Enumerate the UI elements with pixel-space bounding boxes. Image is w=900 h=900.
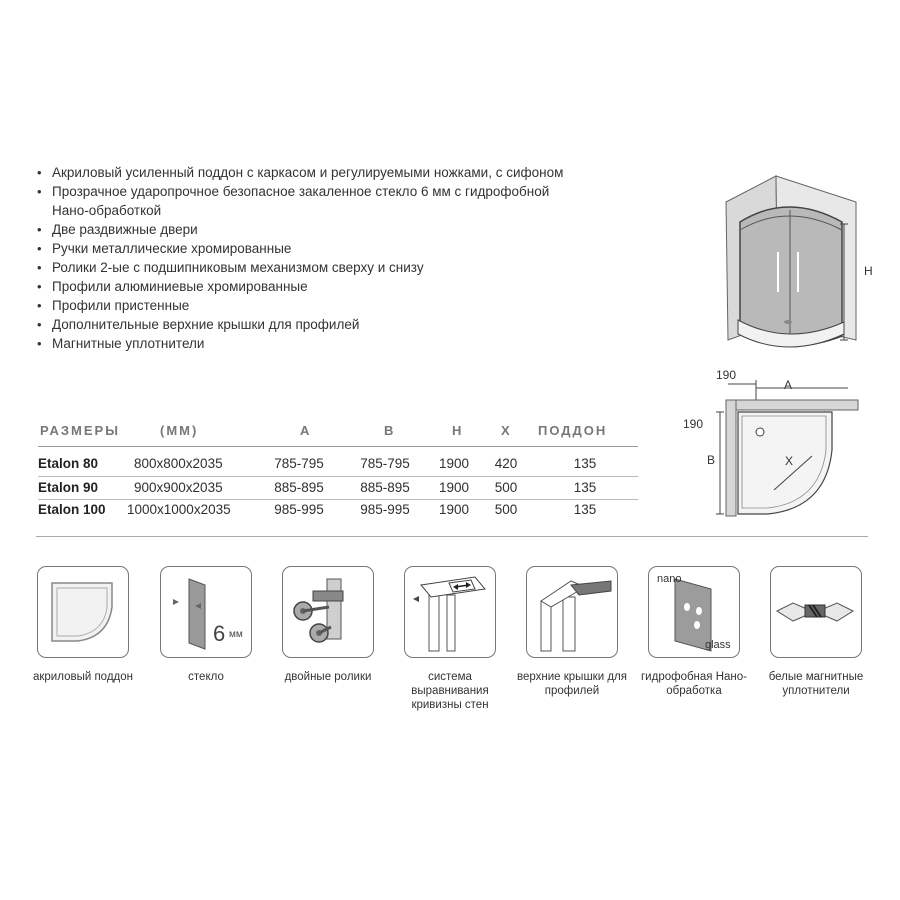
row-dims: 900x900x2035	[134, 480, 223, 495]
header-tray: ПОДДОН	[538, 423, 608, 438]
tray-icon	[37, 566, 129, 658]
feature-item: • Две раздвижные двери	[34, 220, 564, 239]
tray-shape-icon	[38, 567, 126, 655]
profile-cap-icon	[527, 567, 615, 655]
row-x: 420	[494, 456, 518, 471]
plan-illustration	[708, 378, 868, 518]
header-sizes: РАЗМЕРЫ	[40, 423, 120, 438]
magnetic-seals-icon	[770, 566, 862, 658]
cabin-illustration	[718, 172, 888, 362]
feature-item: • Ролики 2-ые с подшипниковым механизмом сверху и снизу	[34, 258, 564, 277]
magnet-seal-icon	[771, 567, 859, 655]
row-a: 985-995	[274, 502, 324, 517]
row-b: 785-795	[360, 456, 410, 471]
table-divider	[38, 499, 638, 500]
row-tray: 135	[573, 456, 597, 471]
glass-icon	[160, 566, 252, 658]
glass-thickness-unit: мм	[229, 629, 243, 640]
dim-side-190: 190	[683, 417, 704, 431]
header-b: B	[384, 423, 396, 438]
caption-tray: акриловый поддон	[32, 671, 133, 683]
row-h: 1900	[438, 502, 470, 517]
rollers-icon	[282, 566, 374, 658]
cabin-drawing	[718, 172, 888, 362]
dim-top-190: 190	[716, 368, 737, 382]
glass-thickness-value: 6	[213, 621, 226, 646]
row-name: Etalon 90	[38, 480, 99, 495]
feature-list	[34, 163, 564, 353]
row-b: 885-895	[360, 480, 410, 495]
row-name: Etalon 80	[38, 456, 99, 471]
section-divider	[36, 536, 868, 537]
row-x: 500	[494, 480, 518, 495]
alignment-arrows-icon	[405, 567, 493, 655]
feature-item: • Прозрачное ударопрочное безопасное закаленное стекло 6 мм с гидрофобной Нано-обработкой	[34, 182, 564, 220]
caption-top-covers: верхние крышки для профилей	[517, 671, 627, 697]
top-covers-icon	[526, 566, 618, 658]
row-tray: 135	[573, 502, 597, 517]
feature-item: • Профили пристенные	[34, 296, 564, 315]
plan-drawing	[708, 378, 868, 518]
caption-rollers: двойные ролики	[284, 671, 372, 683]
table-divider	[38, 476, 638, 477]
double-roller-icon	[283, 567, 371, 655]
nano-label: nano	[657, 573, 682, 585]
table-divider	[38, 446, 638, 447]
caption-wall-alignment: система выравнивания кривизны стен	[411, 671, 489, 711]
feature-item: • Акриловый усиленный поддон с каркасом и регулируемыми ножками, с сифоном	[34, 163, 564, 182]
header-mm: (ММ)	[160, 423, 199, 438]
dim-b-label: B	[707, 453, 716, 467]
header-a: A	[300, 423, 312, 438]
caption-glass: стекло	[188, 671, 224, 683]
feature-item: • Профили алюминиевые хромированные	[34, 277, 564, 296]
row-dims: 1000x1000x2035	[127, 502, 231, 517]
row-a: 785-795	[274, 456, 324, 471]
feature-item: • Дополнительные верхние крышки для профилей	[34, 315, 564, 334]
glass-pane-icon	[161, 567, 249, 655]
feature-item: • Ручки металлические хромированные	[34, 239, 564, 258]
feature-item: • Магнитные уплотнители	[34, 334, 564, 353]
dim-a-label: A	[784, 378, 793, 392]
row-tray: 135	[573, 480, 597, 495]
dim-h-label: H	[864, 264, 873, 278]
header-h: H	[452, 423, 464, 438]
row-a: 885-895	[274, 480, 324, 495]
dim-x-label: X	[785, 454, 794, 468]
glass-label: glass	[705, 639, 731, 651]
wall-alignment-icon	[404, 566, 496, 658]
header-x: X	[501, 423, 512, 438]
row-h: 1900	[438, 480, 470, 495]
row-b: 985-995	[360, 502, 410, 517]
caption-magnetic-seals: белые магнитные уплотнители	[768, 671, 864, 697]
row-h: 1900	[438, 456, 470, 471]
row-dims: 800x800x2035	[134, 456, 223, 471]
row-x: 500	[494, 502, 518, 517]
nano-icon	[648, 566, 740, 658]
row-name: Etalon 100	[38, 502, 106, 517]
caption-nano: гидрофобная Нано-обработка	[640, 671, 747, 697]
